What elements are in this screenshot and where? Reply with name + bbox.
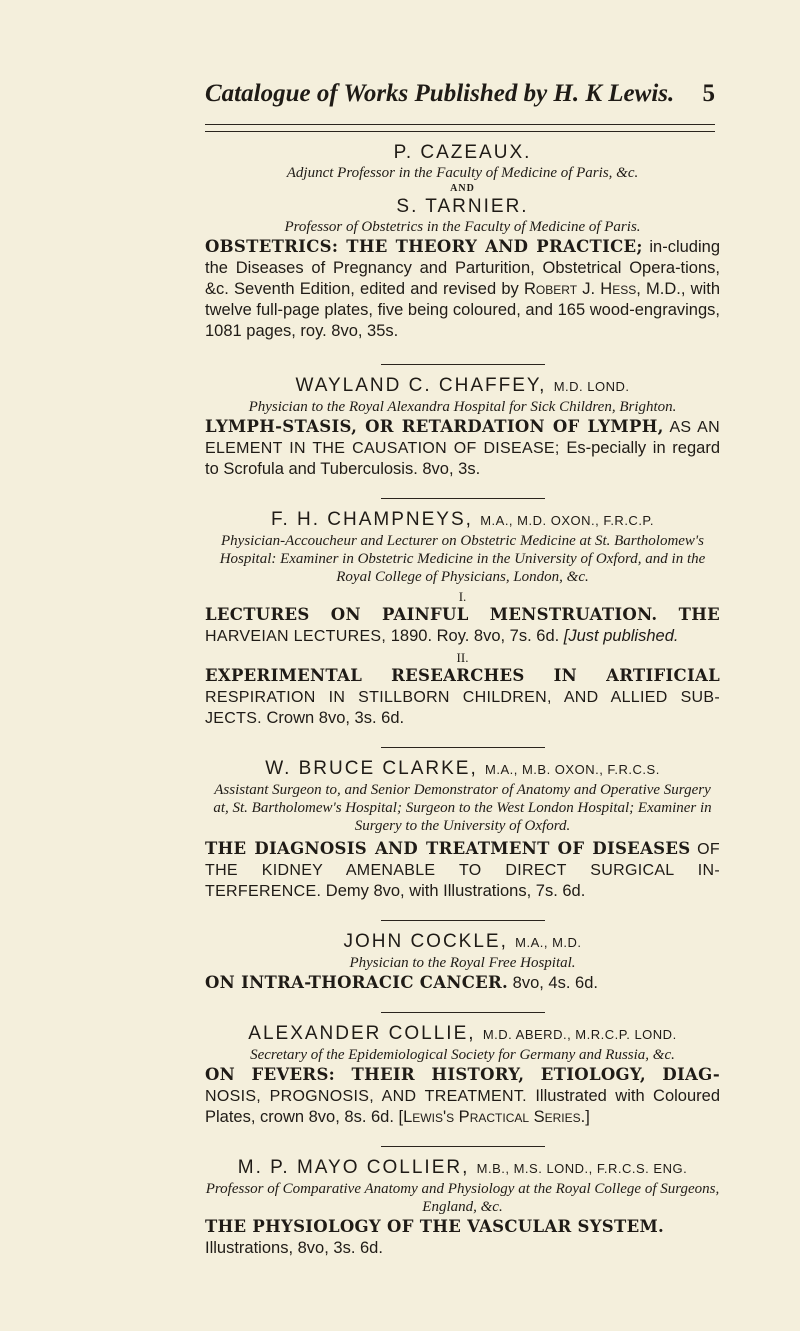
work-numeral-1: I. [458, 589, 467, 604]
work-title-caps: HARVEIAN LECTURES, [205, 628, 387, 645]
work-text: Demy 8vo, with Illustrations, 7s. 6d. [321, 882, 586, 900]
work-title-caps: OF THE KIDNEY AMENABLE TO DIRECT SURGICAL IN-TERFERENCE. [205, 841, 720, 900]
editor-name: Robert J. Hess [524, 280, 637, 298]
entry-collie [205, 1023, 720, 1128]
entry-cockle [205, 931, 720, 994]
and-connector: AND [450, 183, 475, 194]
author-line [205, 375, 720, 398]
author-name: ALEXANDER COLLIE, [248, 1023, 476, 1044]
author-degrees: M.A., M.D. [515, 935, 582, 950]
work-title: OBSTETRICS: THE THEORY AND PRACTICE; [205, 237, 643, 256]
author-name: WAYLAND C. CHAFFEY, [295, 375, 547, 396]
work-title: LECTURES ON PAINFUL MENSTRUATION. THE [205, 605, 720, 624]
entry-body-1 [205, 604, 720, 647]
work-title: LYMPH-STASIS, OR RETARDATION OF LYMPH, [205, 417, 664, 436]
work-title: THE PHYSIOLOGY OF THE VASCULAR SYSTEM. [205, 1217, 665, 1236]
entry-body [205, 1216, 720, 1259]
separator-rule [381, 920, 545, 921]
author-descriptor: Assistant Surgeon to, and Senior Demonstrator of Anatomy and Operative Surgery at, St. Bartholomew's Hospital; Surgeon to the West London Hospital; Examiner in Surgery to the University of Oxford. [213, 782, 712, 834]
author-name: M. P. MAYO COLLIER, [237, 1157, 470, 1178]
author-descriptor: Adjunct Professor in the Faculty of Medicine of Paris, &c. [286, 165, 639, 181]
entry-body [205, 1064, 720, 1128]
work-text: in-cluding the Diseases of Pregnancy and Parturition, Obstetrical Opera-tions, &c. Seventh Edition, edited and revised by [205, 238, 720, 298]
separator-rule [381, 364, 545, 365]
author-line [205, 1157, 720, 1180]
separator-rule [381, 1012, 545, 1013]
coauthor-name: S. TARNIER. [396, 196, 529, 217]
work-text: Crown 8vo, 3s. 6d. [261, 709, 405, 727]
work-title-caps: NOSIS, PROGNOSIS, AND TREATMENT. [205, 1088, 527, 1105]
author-name: JOHN COCKLE, [343, 931, 508, 952]
author-descriptor: Secretary of the Epidemiological Society for Germany and Russia, &c. [250, 1047, 675, 1063]
author-descriptor: Physician to the Royal Alexandra Hospital for Sick Children, Brighton. [248, 399, 677, 415]
running-head-title: Catalogue of Works Published by H. K Lewis. [205, 80, 675, 107]
work-text: Illustrations, 8vo, 3s. 6d. [205, 1239, 383, 1257]
entry-body [205, 838, 720, 902]
author-descriptor: Physician to the Royal Free Hospital. [349, 955, 576, 971]
series-note: [Lewis's Practical Series.] [398, 1108, 590, 1126]
work-title: ON FEVERS: THEIR HISTORY, ETIOLOGY, DIAG- [205, 1065, 720, 1084]
author-name: P. CAZEAUX. [393, 142, 532, 163]
work-title-caps: AS AN ELEMENT IN THE CAUSATION OF DISEASE; [205, 419, 720, 457]
coauthor-descriptor: Professor of Obstetrics in the Faculty of Medicine of Paris. [284, 219, 641, 235]
work-text: 8vo, 4s. 6d. [508, 974, 598, 992]
separator-rule [381, 747, 545, 748]
separator-rule [381, 1146, 545, 1147]
author-degrees: M.A., M.D. OXON., F.R.C.P. [480, 513, 655, 528]
author-line [205, 509, 720, 532]
entry-chaffey [205, 375, 720, 480]
work-title: EXPERIMENTAL RESEARCHES IN ARTIFICIAL [205, 666, 720, 685]
author-line [205, 931, 720, 954]
page-number: 5 [702, 80, 715, 107]
author-name: F. H. CHAMPNEYS, [270, 509, 473, 530]
author-degrees: M.A., M.B. OXON., F.R.C.S. [485, 762, 660, 777]
work-text-2: , M.D., with twelve full-page plates, five being coloured, and 165 wood-engravings, 1081 pages, roy. 8vo, 35s. [205, 280, 720, 340]
separator-rule [381, 498, 545, 499]
author-degrees: M.B., M.S. LOND., F.R.C.S. ENG. [476, 1161, 688, 1176]
work-title-caps: RESPIRATION IN STILLBORN CHILDREN, AND ALLIED SUB-JECTS. [205, 689, 720, 727]
running-head [205, 80, 715, 108]
author-degrees: M.D. LOND. [553, 379, 630, 394]
entry-body [205, 416, 720, 480]
author-descriptor: Physician-Accoucheur and Lecturer on Obstetric Medicine at St. Bartholomew's Hospital: Examiner in Obstetric Medicine in the University of Oxford, and in the Royal College of Physicians, London, &c. [219, 533, 706, 585]
author-line [205, 1023, 720, 1046]
work-text: 1890. Roy. 8vo, 7s. 6d. [386, 627, 564, 645]
entry-champneys [205, 509, 720, 729]
entry-clarke [205, 758, 720, 902]
work-numeral-2: II. [456, 650, 469, 665]
entry-collier [205, 1157, 720, 1259]
entry-body [205, 972, 720, 994]
work-text: Es-pecially in regard to Scrofula and Tuberculosis. 8vo, 3s. [205, 439, 720, 478]
work-title: THE DIAGNOSIS AND TREATMENT OF DISEASES [205, 839, 691, 858]
work-title: ON INTRA-THORACIC CANCER. [205, 973, 509, 992]
work-text: Illustrated with Coloured Plates, crown 8vo, 8s. 6d. [205, 1087, 721, 1126]
entries [205, 128, 720, 1259]
author-line [205, 758, 720, 781]
entry-body [205, 236, 720, 342]
author-degrees: M.D. ABERD., M.R.C.P. LOND. [482, 1027, 677, 1042]
entry-body-2 [205, 665, 720, 729]
entry-cazeaux [205, 142, 720, 342]
author-name: W. BRUCE CLARKE, [265, 758, 478, 779]
publication-note: [Just published. [563, 627, 679, 645]
author-descriptor: Professor of Comparative Anatomy and Physiology at the Royal College of Surgeons, England, &c. [205, 1181, 720, 1215]
